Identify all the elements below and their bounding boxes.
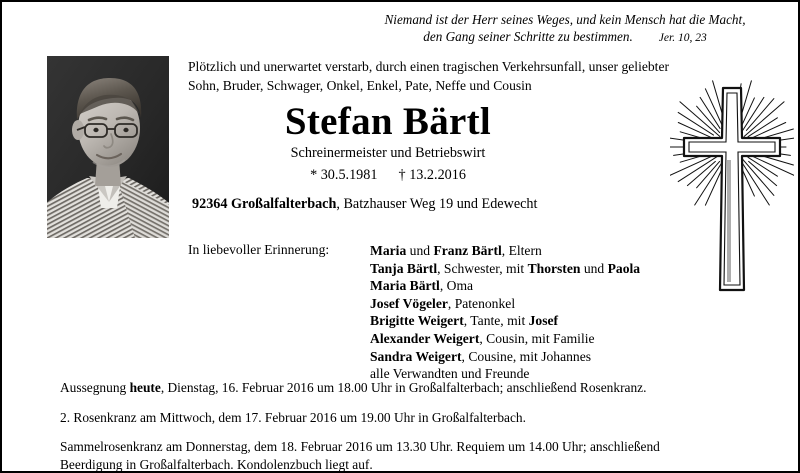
family-relation: alle Verwandten und Freunde xyxy=(370,366,530,382)
family-name: Alexander Weigert xyxy=(370,330,480,346)
sammelrosenkranz-line-1: Sammelrosenkranz am Donnerstag, dem 18. Februar 2016 um 13.30 Uhr. Requiem um 14.00 Uhr; anschließend xyxy=(60,439,660,454)
birth-date: 30.5.1981 xyxy=(320,167,378,183)
family-name: Thorsten xyxy=(527,260,581,276)
portrait-photo xyxy=(47,56,169,238)
family-relation: , Eltern xyxy=(501,243,542,258)
family-name: Josef xyxy=(528,313,559,329)
family-entry xyxy=(370,242,640,260)
family-name: Paola xyxy=(607,260,641,276)
family-name: Maria Bärtl xyxy=(370,278,440,294)
cross-icon xyxy=(670,80,794,302)
birth-symbol: * xyxy=(310,167,318,183)
address-town: Großalfalterbach xyxy=(231,196,337,212)
family-name: Tanja Bärtl xyxy=(370,260,438,276)
portrait-photo-image xyxy=(47,56,169,238)
family-name: Franz Bärtl xyxy=(433,243,502,258)
intro-line-1: Plötzlich und unerwartet verstarb, durch einen tragischen Verkehrsunfall, unser geliebter xyxy=(188,59,670,74)
family-entry xyxy=(370,260,640,278)
family-relation: , Cousin, mit Familie xyxy=(479,330,595,346)
family-name: Josef Vögeler xyxy=(370,295,448,311)
intro-line-2: Sohn, Bruder, Schwager, Onkel, Enkel, Pate, Neffe und Cousin xyxy=(188,77,532,93)
cross-ray xyxy=(742,163,769,205)
family-list xyxy=(370,242,640,383)
family-entry xyxy=(370,295,640,313)
deceased-profession: Schreinermeister und Betriebswirt xyxy=(290,145,486,161)
family-entry xyxy=(370,348,640,366)
family-name: Sandra Weigert xyxy=(370,348,462,364)
verse-citation: Jer. 10, 23 xyxy=(658,32,707,44)
family-relation: , Tante, mit xyxy=(463,313,529,329)
service-aussegnung xyxy=(60,379,760,397)
family-name: Maria xyxy=(370,243,407,258)
family-entry xyxy=(370,330,640,348)
aussegnung-today: heute xyxy=(129,380,161,395)
sammelrosenkranz-line-2: Beerdigung in Großalfalterbach. Kondolenzbuch liegt auf. xyxy=(60,456,373,472)
address-rest: , Batzhauser Weg 19 und Edewecht xyxy=(336,196,538,212)
family-entry xyxy=(370,277,640,295)
service-details xyxy=(60,379,760,473)
memory-label: In liebevoller Erinnerung: xyxy=(188,242,330,257)
verse-line-2: den Gang seiner Schritte zu bestimmen. xyxy=(423,29,633,44)
service-rosenkranz: 2. Rosenkranz am Mittwoch, dem 17. Februar 2016 um 19.00 Uhr in Großalfalterbach. xyxy=(60,409,526,425)
death-symbol: † xyxy=(398,167,406,183)
family-name: Brigitte Weigert xyxy=(370,313,464,329)
cross-illustration xyxy=(670,80,794,302)
life-dates xyxy=(188,167,588,184)
deceased-name: Stefan Bärtl xyxy=(284,100,492,143)
family-relation: , Patenonkel xyxy=(447,295,516,311)
address-postal-code: 92364 xyxy=(192,196,228,212)
bible-verse xyxy=(350,11,780,47)
verse-line-1: Niemand ist der Herr seines Weges, und kein Mensch hat die Macht, xyxy=(384,12,746,27)
family-relation: und xyxy=(406,243,434,258)
service-sammelrosenkranz xyxy=(60,438,760,473)
family-relation: und xyxy=(580,260,608,276)
aussegnung-suffix: , Dienstag, 16. Februar 2016 um 18.00 Uhr in Großalfalterbach; anschließend Rosenkranz. xyxy=(160,380,647,395)
aussegnung-prefix: Aussegnung xyxy=(60,380,130,395)
family-relation: , Oma xyxy=(439,278,474,294)
death-date: 13.2.2016 xyxy=(409,167,466,183)
family-relation: , Cousine, mit Johannes xyxy=(461,348,592,364)
cross-ray xyxy=(743,159,774,195)
family-entry xyxy=(370,312,640,330)
address-line xyxy=(192,196,537,213)
family-relation: , Schwester, mit xyxy=(437,260,528,276)
